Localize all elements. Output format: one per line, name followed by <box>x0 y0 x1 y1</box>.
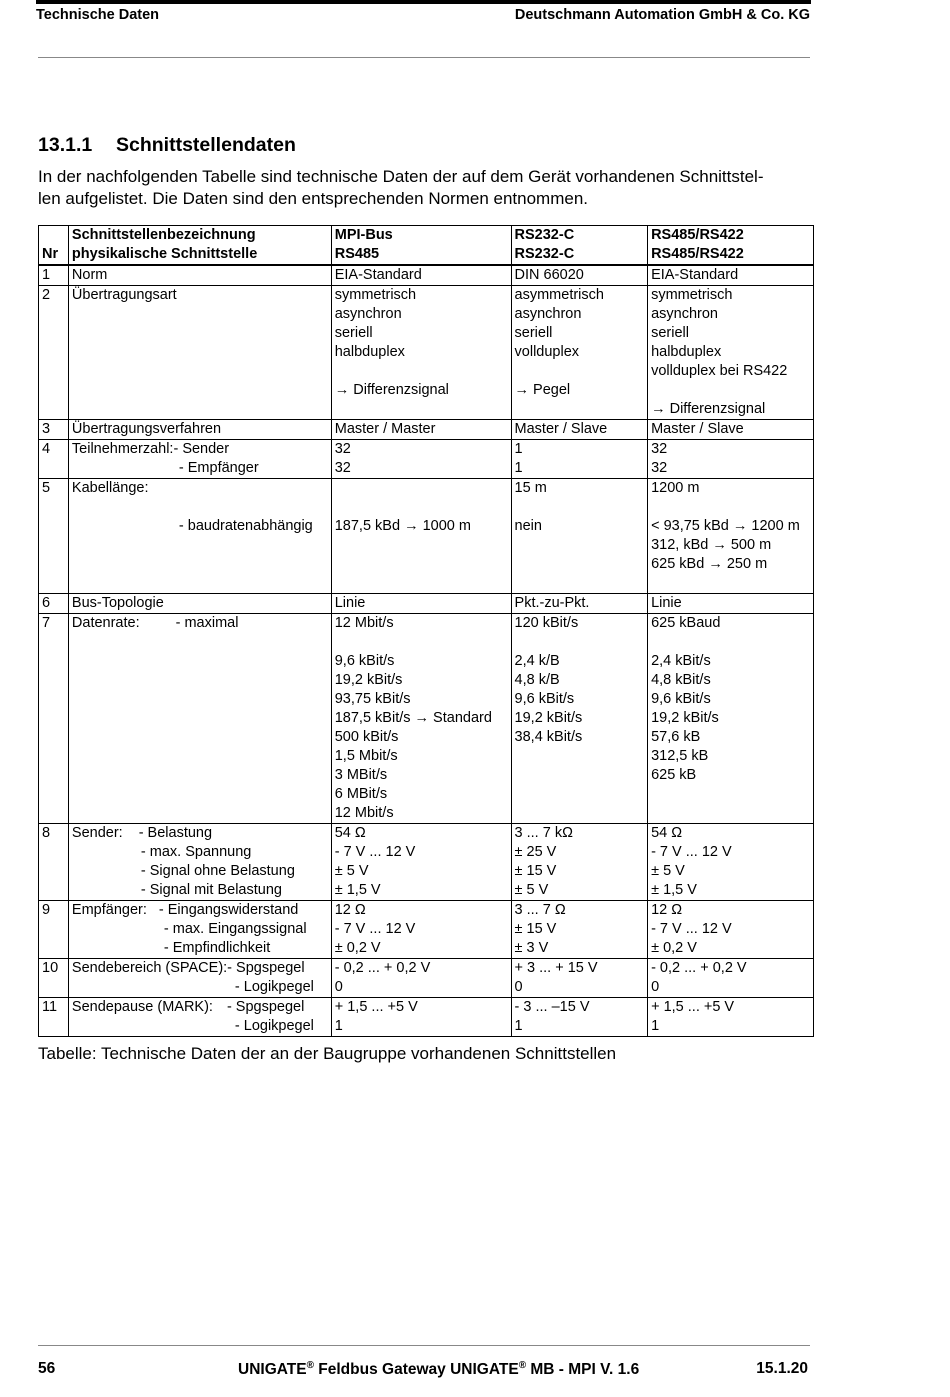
table-row <box>39 286 814 420</box>
table-row <box>39 440 814 479</box>
header-company: Deutschmann Automation GmbH & Co. KG <box>514 7 810 23</box>
cell-mpi: symmetrisch asynchron seriell halbduplex → Differenzsignal <box>331 286 511 420</box>
cell-rs485: - 0,2 ... + 0,2 V 0 <box>648 959 814 998</box>
table-row <box>39 959 814 998</box>
header-interface-name: Schnittstellenbezeichnung physikalische Schnittstelle <box>68 226 331 266</box>
cell-rs232: asymmetrisch asynchron seriell vollduplex → Pegel <box>511 286 648 420</box>
table-header-row <box>39 226 814 266</box>
row-label: Übertragungsart <box>68 286 331 420</box>
row-nr: 1 <box>39 265 69 286</box>
row-nr: 11 <box>39 998 69 1037</box>
cell-rs232: DIN 66020 <box>511 265 648 286</box>
cell-mpi: 12 Ω - 7 V ... 12 V ± 0,2 V <box>331 901 511 959</box>
header-mpi-bus: MPI-Bus RS485 <box>331 226 511 266</box>
row-nr: 3 <box>39 420 69 440</box>
table-row <box>39 420 814 440</box>
cell-rs485: symmetrisch asynchron seriell halbduplex vollduplex bei RS422 → Differenzsignal <box>648 286 814 420</box>
row-label: Sendebereich (SPACE):- Spgspegel - Logikpegel <box>68 959 331 998</box>
cell-mpi: 12 Mbit/s 9,6 kBit/s 19,2 kBit/s 93,75 kBit/s 187,5 kBit/s → Standard 500 kBit/s 1,5 Mbit/s 3 MBit/s 6 MBit/s 12 Mbit/s <box>331 614 511 824</box>
cell-rs485: 625 kBaud 2,4 kBit/s 4,8 kBit/s 9,6 kBit/s 19,2 kBit/s 57,6 kB 312,5 kB 625 kB <box>648 614 814 824</box>
cell-rs232: 3 ... 7 kΩ ± 25 V ± 15 V ± 5 V <box>511 824 648 901</box>
table-row <box>39 824 814 901</box>
table-row <box>39 594 814 614</box>
section-number: 13.1.1 <box>38 134 93 156</box>
table-row <box>39 265 814 286</box>
footer-title: UNIGATE® Feldbus Gateway UNIGATE® MB - MPI V. 1.6 <box>238 1360 640 1379</box>
cell-rs232: 15 m nein <box>511 479 648 594</box>
row-nr: 10 <box>39 959 69 998</box>
row-nr: 5 <box>39 479 69 594</box>
cell-rs485: Linie <box>648 594 814 614</box>
row-label: Sender: - Belastung - max. Spannung - Signal ohne Belastung - Signal mit Belastung <box>68 824 331 901</box>
table-row <box>39 901 814 959</box>
table-caption: Tabelle: Technische Daten der an der Baugruppe vorhandenen Schnittstellen <box>38 1044 617 1063</box>
row-label: Teilnehmerzahl:- Sender - Empfänger <box>68 440 331 479</box>
page-number: 56 <box>38 1360 56 1377</box>
cell-rs232: - 3 ... –15 V 1 <box>511 998 648 1037</box>
cell-rs485: 1200 m < 93,75 kBd → 1200 m 312, kBd → 500 m 625 kBd → 250 m <box>648 479 814 594</box>
row-label: Sendepause (MARK): - Spgspegel - Logikpegel <box>68 998 331 1037</box>
cell-rs485: 12 Ω - 7 V ... 12 V ± 0,2 V <box>648 901 814 959</box>
cell-mpi: 54 Ω - 7 V ... 12 V ± 5 V ± 1,5 V <box>331 824 511 901</box>
footer-date: 15.1.20 <box>756 1360 808 1377</box>
cell-mpi: Master / Master <box>331 420 511 440</box>
cell-rs232: 3 ... 7 Ω ± 15 V ± 3 V <box>511 901 648 959</box>
row-label: Datenrate: - maximal <box>68 614 331 824</box>
row-label: Norm <box>68 265 331 286</box>
header-nr: Nr <box>39 226 69 266</box>
row-nr: 7 <box>39 614 69 824</box>
row-nr: 9 <box>39 901 69 959</box>
cell-mpi: 32 32 <box>331 440 511 479</box>
cell-rs485: 54 Ω - 7 V ... 12 V ± 5 V ± 1,5 V <box>648 824 814 901</box>
cell-rs232: 1 1 <box>511 440 648 479</box>
cell-mpi: Linie <box>331 594 511 614</box>
cell-mpi: - 0,2 ... + 0,2 V 0 <box>331 959 511 998</box>
cell-rs232: + 3 ... + 15 V 0 <box>511 959 648 998</box>
cell-rs232: 120 kBit/s 2,4 k/B 4,8 k/B 9,6 kBit/s 19,2 kBit/s 38,4 kBit/s <box>511 614 648 824</box>
cell-mpi: + 1,5 ... +5 V 1 <box>331 998 511 1037</box>
row-nr: 8 <box>39 824 69 901</box>
row-nr: 6 <box>39 594 69 614</box>
cell-mpi: EIA-Standard <box>331 265 511 286</box>
intro-line: len aufgelistet. Die Daten sind den entsprechenden Normen entnommen. <box>38 189 589 208</box>
cell-rs232: Pkt.-zu-Pkt. <box>511 594 648 614</box>
row-nr: 4 <box>39 440 69 479</box>
section-heading <box>38 134 296 157</box>
row-label: Empfänger: - Eingangswiderstand - max. Eingangssignal - Empfindlichkeit <box>68 901 331 959</box>
table-row <box>39 479 814 594</box>
header-rs485: RS485/RS422 RS485/RS422 <box>648 226 814 266</box>
cell-rs485: EIA-Standard <box>648 265 814 286</box>
row-label: Kabellänge: - baudratenabhängig <box>68 479 331 594</box>
cell-rs485: Master / Slave <box>648 420 814 440</box>
header-rule <box>38 57 810 58</box>
section-title: Schnittstellendaten <box>116 134 296 156</box>
intro-paragraph <box>38 166 813 210</box>
table-row <box>39 998 814 1037</box>
row-label: Bus-Topologie <box>68 594 331 614</box>
intro-line: In der nachfolgenden Tabelle sind technische Daten der auf dem Gerät vorhandenen Schnittstel- <box>38 167 764 186</box>
header-top-rule <box>36 0 811 4</box>
header-chapter: Technische Daten <box>36 7 160 23</box>
footer-rule <box>38 1345 810 1346</box>
header-rs232: RS232-C RS232-C <box>511 226 648 266</box>
cell-mpi: 187,5 kBd → 1000 m <box>331 479 511 594</box>
row-nr: 2 <box>39 286 69 420</box>
interface-data-table <box>38 225 814 1037</box>
cell-rs232: Master / Slave <box>511 420 648 440</box>
table-row <box>39 614 814 824</box>
cell-rs485: + 1,5 ... +5 V 1 <box>648 998 814 1037</box>
cell-rs485: 32 32 <box>648 440 814 479</box>
row-label: Übertragungsverfahren <box>68 420 331 440</box>
